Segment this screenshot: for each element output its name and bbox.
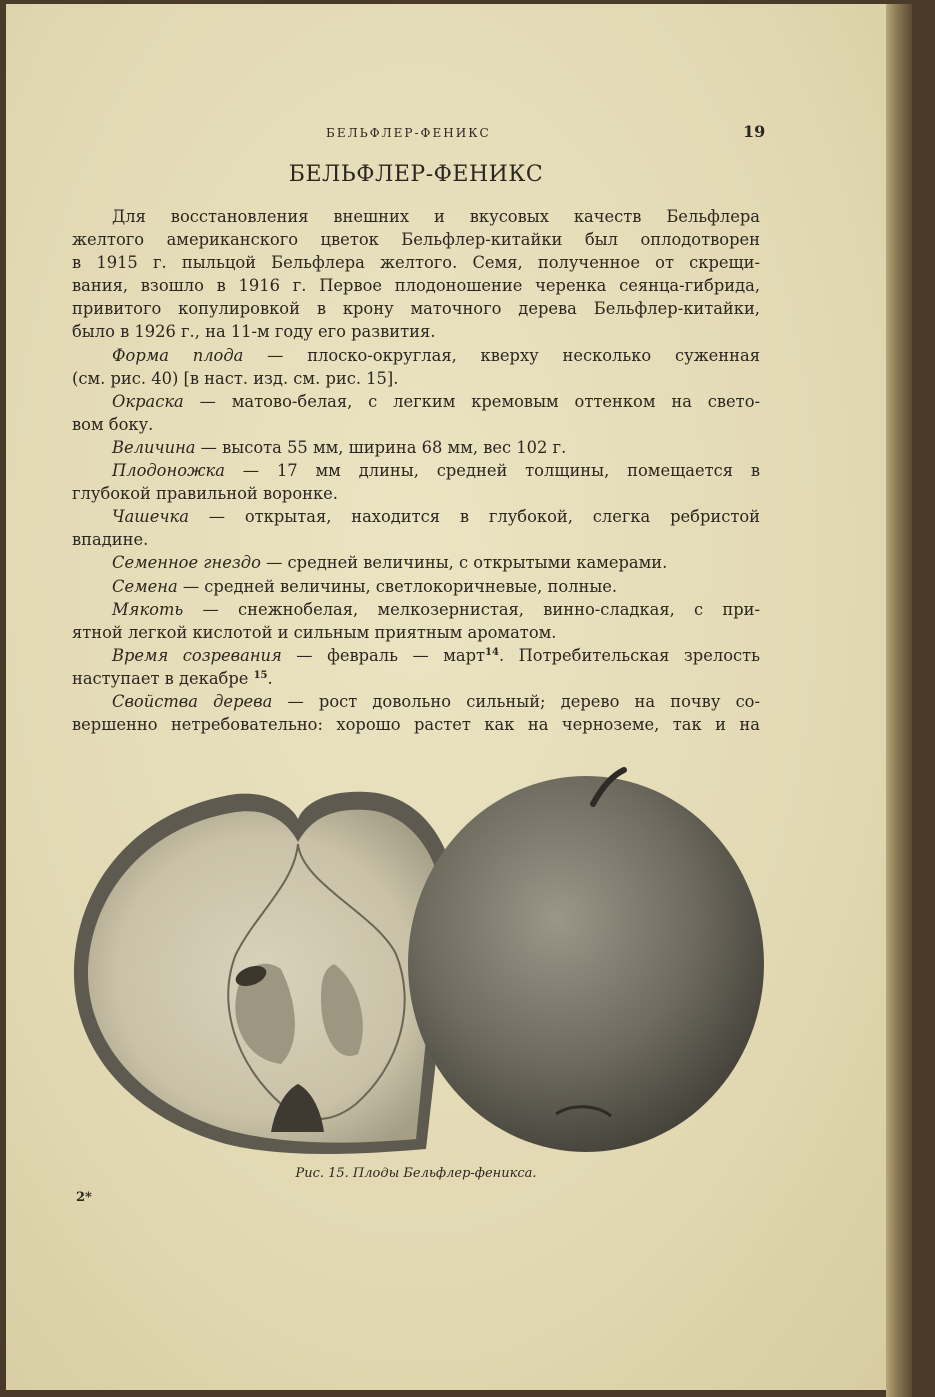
property-label: Чашечка (112, 507, 189, 527)
property-label: Время созревания (112, 645, 282, 665)
property-label: Плодоножка (112, 461, 225, 481)
property-label: Семенное гнездо (112, 553, 261, 573)
text-line: привитого копулировкой в крону маточного дерева Бельфлер-китайки, (72, 299, 760, 319)
text-line: (см. рис. 40) [в наст. изд. см. рис. 15]. (72, 368, 399, 388)
text-line: было в 1926 г., на 11-м году его развития. (72, 322, 436, 342)
property-calyx (72, 505, 760, 528)
whole-apple-body (408, 776, 764, 1152)
text-line: Для восстановления внешних и вкусовых качеств Бельфлера (112, 207, 760, 226)
property-text: — снежнобелая, мелкозернистая, винно-сладкая, с при- (183, 599, 760, 619)
text-line: вом боку. (72, 414, 154, 434)
property-text: — средней величины, светлокоричневые, полные. (177, 576, 618, 596)
property-stalk (72, 459, 760, 482)
property-label: Семена (112, 576, 178, 596)
text-line: вания, взошло в 1916 г. Первое плодоношение черенка сеянца-гибрида, (72, 276, 760, 296)
halved-apple (74, 792, 456, 1154)
text-line (72, 667, 760, 690)
property-text: . (267, 668, 273, 688)
text-line: впадине. (72, 530, 149, 550)
running-head: БЕЛЬФЛЕР-ФЕНИКС (326, 126, 491, 140)
figure-caption: Рис. 15. Плоды Бельфлер-феникса. (295, 1166, 537, 1181)
property-label: Форма плода (112, 345, 244, 365)
property-text: наступает в декабре (72, 668, 249, 688)
property-seed-nest (72, 551, 760, 574)
property-label: Окраска (112, 391, 184, 411)
property-text: — 17 мм длины, средней толщины, помещается в (224, 461, 760, 481)
page-number: 19 (743, 122, 766, 141)
property-ripening (72, 644, 760, 667)
property-size (72, 436, 760, 459)
text-line: вершенно нетребовательно: хорошо растет как на черноземе, так и на (72, 715, 760, 735)
footnote-ref: 14 (485, 646, 499, 658)
property-text: — рост довольно сильный; дерево на почву со- (272, 691, 760, 711)
property-text: — плоско-округлая, кверху несколько суженная (243, 345, 760, 365)
property-label: Мякоть (112, 599, 184, 619)
text-line: ятной легкой кислотой и сильным приятным ароматом. (72, 622, 557, 642)
property-label: Свойства дерева (112, 691, 273, 711)
property-text: — средней величины, с открытыми камерами. (260, 553, 668, 573)
article-title: БЕЛЬФЛЕР-ФЕНИКС (288, 162, 544, 187)
property-text: — матово-белая, с легким кремовым оттенком на свето- (183, 391, 760, 411)
text-line: желтого американского цветок Бельфлер-китайки был оплодотворен (72, 230, 760, 250)
property-fruit-shape (72, 344, 760, 367)
apple-illustration (66, 764, 766, 1159)
signature-mark: 2* (76, 1190, 92, 1205)
property-text: — открытая, находится в глубокой, слегка ребристой (188, 507, 760, 527)
property-text: — высота 55 мм, ширина 68 мм, вес 102 г. (195, 437, 567, 457)
property-flesh (72, 598, 760, 621)
footnote-ref: 15 (253, 669, 268, 681)
property-text: . Потребительская зрелость (498, 645, 760, 665)
property-label: Величина (112, 437, 196, 457)
body-text (72, 205, 760, 736)
text-line: в 1915 г. пыльцой Бельфлера желтого. Семя, полученное от скрещи- (72, 253, 760, 273)
property-text: — февраль — март (281, 645, 486, 665)
text-line: глубокой правильной воронке. (72, 484, 338, 504)
whole-apple (408, 770, 764, 1152)
property-color (72, 390, 760, 413)
property-seeds (72, 575, 760, 598)
book-page (6, 4, 912, 1390)
page-gutter (886, 4, 912, 1397)
property-tree (72, 690, 760, 713)
